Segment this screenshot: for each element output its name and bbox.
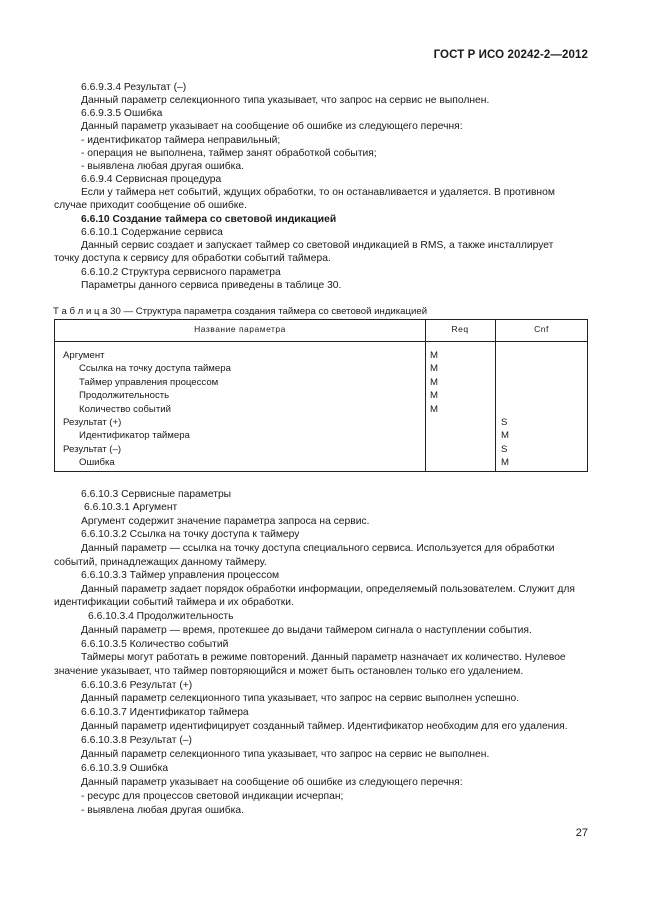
paragraph-line: Данный параметр указывает на сообщение об ошибке из следующего перечня: xyxy=(81,121,463,132)
table-cell-name: Количество событий xyxy=(79,404,171,415)
table-cell-name: Продолжительность xyxy=(79,390,170,401)
section-heading: 6.6.10.3.9 Ошибка xyxy=(81,763,169,774)
list-item: - выявлена любая другая ошибка. xyxy=(81,805,244,816)
section-heading: 6.6.10.3.7 Идентификатор таймера xyxy=(81,707,249,718)
paragraph-line: идентификации событий таймера и их обработки. xyxy=(54,597,294,608)
section-heading: 6.6.10.3.3 Таймер управления процессом xyxy=(81,570,280,581)
section-heading: 6.6.9.3.5 Ошибка xyxy=(81,108,163,119)
paragraph-line: Аргумент содержит значение параметра запроса на сервис. xyxy=(81,516,370,527)
table-cell-name: Ошибка xyxy=(79,457,115,468)
paragraph-line: Данный параметр задает порядок обработки информации, определяемый пользователем. Служит для xyxy=(81,584,575,595)
column-divider xyxy=(425,320,426,471)
section-heading: 6.6.10.2 Структура сервисного параметра xyxy=(81,267,281,278)
table-cell-cnf: М xyxy=(501,430,509,441)
paragraph-line: Данный параметр селекционного типа указывает, что запрос на сервис не выполнен. xyxy=(81,95,490,106)
column-header-req: Req xyxy=(451,324,469,334)
paragraph-line: Данный параметр селекционного типа указывает, что запрос на сервис выполнен успешно. xyxy=(81,693,520,704)
paragraph-line: Параметры данного сервиса приведены в таблице 30. xyxy=(81,280,342,291)
section-heading: 6.6.10.3.4 Продолжительность xyxy=(88,611,234,622)
section-heading: 6.6.10.3.8 Результат (–) xyxy=(81,735,192,746)
paragraph-line: значение указывает, что таймер повторяющийся и может быть остановлен только его удалением. xyxy=(54,666,524,677)
section-heading: 6.6.10.3.5 Количество событий xyxy=(81,639,229,650)
section-heading: 6.6.9.4 Сервисная процедура xyxy=(81,174,222,185)
table-cell-name: Аргумент xyxy=(63,350,105,361)
table-cell-name: Ссылка на точку доступа таймера xyxy=(79,363,231,374)
paragraph-line: Если у таймера нет событий, ждущих обработки, то он останавливается и удаляется. В противном xyxy=(81,187,555,198)
table-cell-name: Таймер управления процессом xyxy=(79,377,219,388)
parameter-table xyxy=(54,319,588,472)
paragraph-line: Данный параметр идентифицирует созданный таймер. Идентификатор необходим для его удаления. xyxy=(81,721,568,732)
list-item: - ресурс для процессов световой индикации исчерпан; xyxy=(81,791,344,802)
table-cell-name: Идентификатор таймера xyxy=(79,430,190,441)
table-cell-req: М xyxy=(430,390,438,401)
table-cell-req: М xyxy=(430,350,438,361)
table-cell-name: Результат (–) xyxy=(63,444,122,455)
table-cell-cnf: S xyxy=(501,417,508,428)
list-item: - операция не выполнена, таймер занят обработкой события; xyxy=(81,148,377,159)
list-item: - выявлена любая другая ошибка. xyxy=(81,161,244,172)
paragraph-line: Данный параметр — ссылка на точку доступа специального сервиса. Используется для обработки xyxy=(81,543,555,554)
section-heading: 6.6.9.3.4 Результат (–) xyxy=(81,82,187,93)
table-caption: Т а б л и ц а 30 — Структура параметра создания таймера со световой индикацией xyxy=(53,306,428,317)
section-title: 6.6.10 Создание таймера со световой индикацией xyxy=(81,214,337,225)
table-cell-cnf: S xyxy=(501,444,508,455)
table-cell-req: М xyxy=(430,404,438,415)
list-item: - идентификатор таймера неправильный; xyxy=(81,135,281,146)
table-cell-req: М xyxy=(430,363,438,374)
paragraph-line: точку доступа к сервису для обработки событий таймера. xyxy=(54,253,331,264)
section-heading: 6.6.10.3.1 Аргумент xyxy=(84,502,178,513)
column-header-name: Название параметра xyxy=(194,324,286,334)
column-divider xyxy=(495,320,496,471)
page-number: 27 xyxy=(575,827,588,839)
table-cell-name: Результат (+) xyxy=(63,417,122,428)
paragraph-line: событий, принадлежащих данному таймеру. xyxy=(54,557,267,568)
document-id-header: ГОСТ Р ИСО 20242-2—2012 xyxy=(433,49,588,61)
paragraph-line: Данный сервис создает и запускает таймер со световой индикацией в RMS, а также инсталлирует xyxy=(81,240,554,251)
paragraph-line: Таймеры могут работать в режиме повторений. Данный параметр назначает их количество. Нулевое xyxy=(81,652,566,663)
table-cell-req: М xyxy=(430,377,438,388)
paragraph-line: случае приходит сообщение об ошибке. xyxy=(54,200,247,211)
paragraph-line: Данный параметр — время, протекшее до выдачи таймером сигнала о наступлении события. xyxy=(81,625,532,636)
section-heading: 6.6.10.1 Содержание сервиса xyxy=(81,227,223,238)
section-heading: 6.6.10.3 Сервисные параметры xyxy=(81,489,232,500)
table-cell-cnf: М xyxy=(501,457,509,468)
paragraph-line: Данный параметр селекционного типа указывает, что запрос на сервис не выполнен. xyxy=(81,749,490,760)
section-heading: 6.6.10.3.6 Результат (+) xyxy=(81,680,193,691)
section-heading: 6.6.10.3.2 Ссылка на точку доступа к таймеру xyxy=(81,529,300,540)
column-header-cnf: Cnf xyxy=(534,324,549,334)
paragraph-line: Данный параметр указывает на сообщение об ошибке из следующего перечня: xyxy=(81,777,463,788)
